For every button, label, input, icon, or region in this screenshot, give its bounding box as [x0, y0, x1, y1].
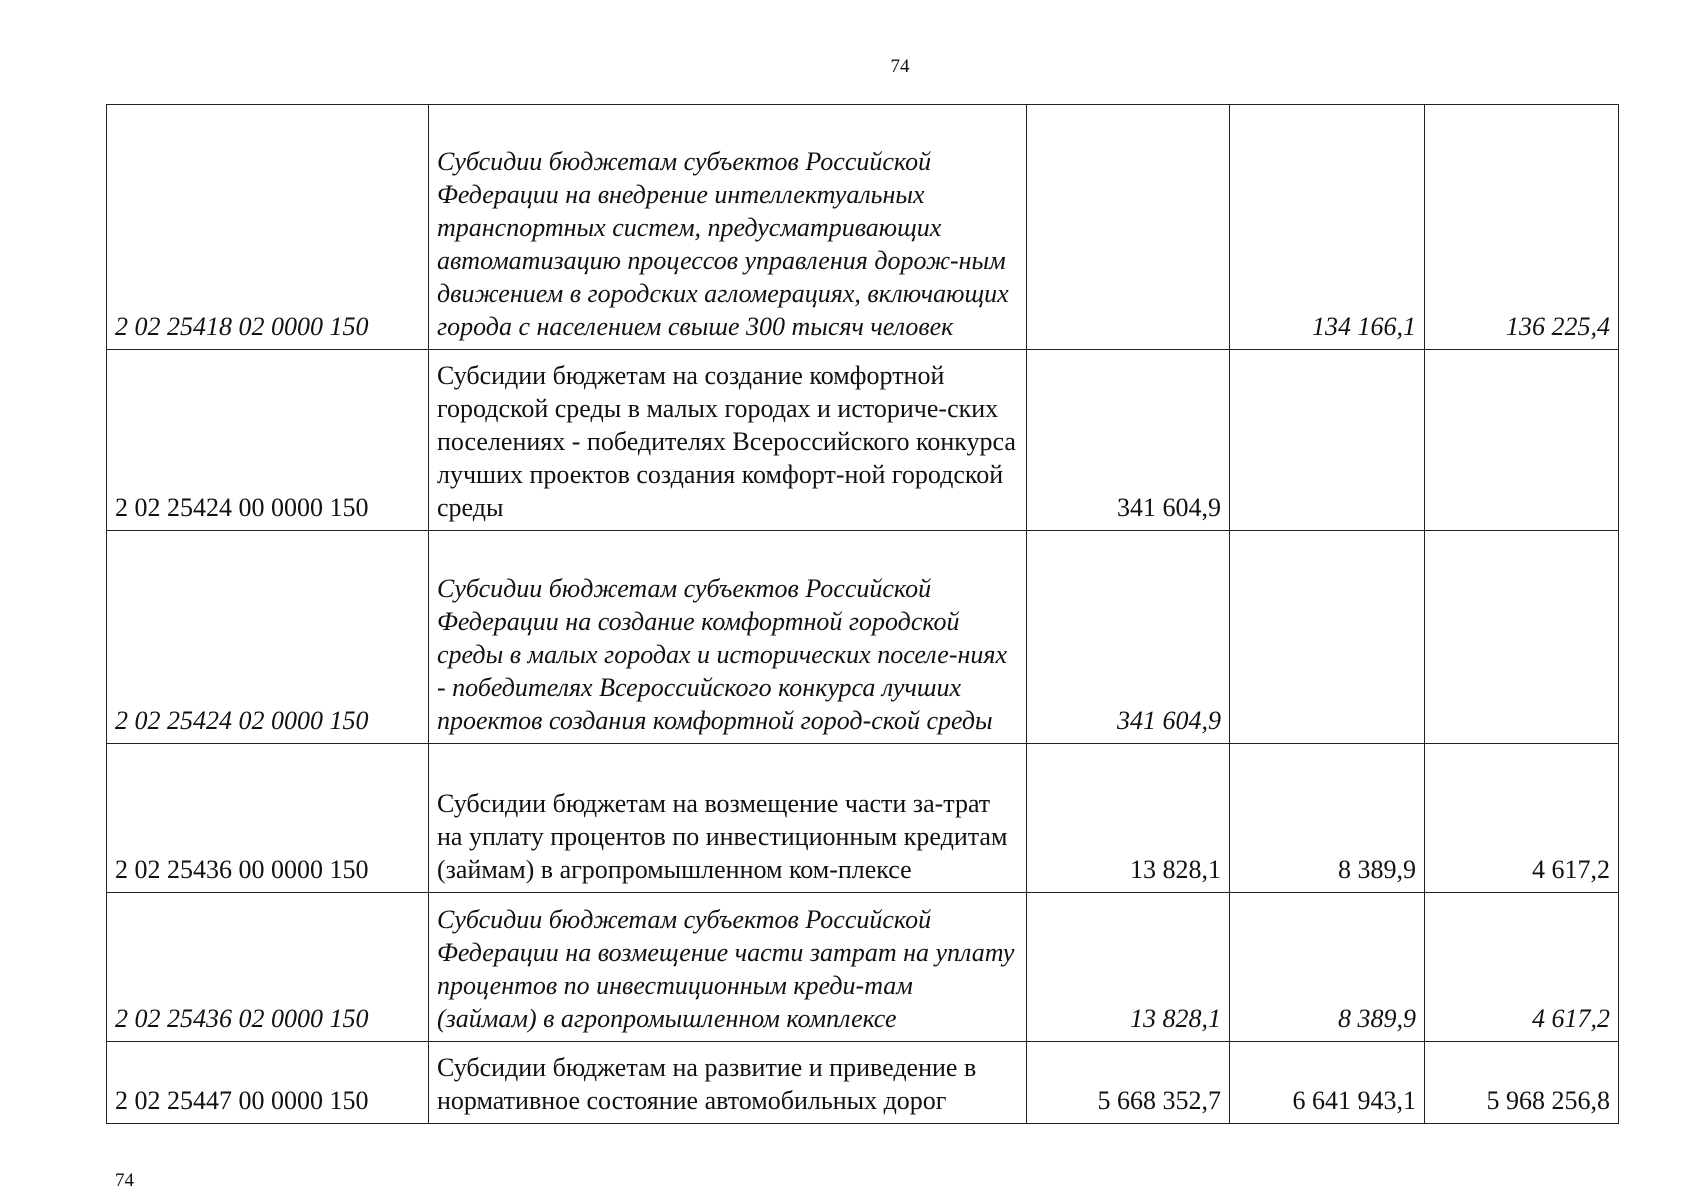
- value-cell-3: 5 968 256,8: [1425, 1042, 1619, 1124]
- description-cell: Субсидии бюджетам субъектов Российской Федерации на возмещение части затрат на уплату процентов по инвестиционным креди-там (займам) в агропромышленном комплексе: [429, 893, 1027, 1042]
- value-cell-1: 341 604,9: [1027, 350, 1230, 531]
- value-cell-1: 13 828,1: [1027, 744, 1230, 893]
- page-number-top: 74: [890, 56, 910, 77]
- value-cell-1: [1027, 105, 1230, 350]
- value-cell-2: [1230, 531, 1425, 744]
- description-cell: Субсидии бюджетам на возмещение части за-трат на уплату процентов по инвестиционным кредитам (займам) в агропромышленном ком-плексе: [429, 744, 1027, 893]
- budget-code-cell: 2 02 25424 02 0000 150: [107, 531, 429, 744]
- description-cell: Субсидии бюджетам субъектов Российской Федерации на внедрение интеллектуальных транспортных систем, предусматривающих автоматизацию процессов управления дорож-ным движением в городских агломерациях, включающих города с населением свыше 300 тысяч человек: [429, 105, 1027, 350]
- budget-table: [106, 104, 1619, 1124]
- value-cell-1: 13 828,1: [1027, 893, 1230, 1042]
- table-row: [107, 744, 1619, 893]
- table-row: [107, 1042, 1619, 1124]
- description-cell: Субсидии бюджетам субъектов Российской Федерации на создание комфортной городской среды в малых городах и исторических поселе-ниях - победителях Всероссийского конкурса лучших проектов создания комфортной город-ской среды: [429, 531, 1027, 744]
- value-cell-2: 6 641 943,1: [1230, 1042, 1425, 1124]
- description-cell: Субсидии бюджетам на развитие и приведение в нормативное состояние автомобильных дорог: [429, 1042, 1027, 1124]
- value-cell-1: 341 604,9: [1027, 531, 1230, 744]
- value-cell-3: 136 225,4: [1425, 105, 1619, 350]
- value-cell-3: 4 617,2: [1425, 744, 1619, 893]
- budget-code-cell: 2 02 25436 00 0000 150: [107, 744, 429, 893]
- budget-code-cell: 2 02 25418 02 0000 150: [107, 105, 429, 350]
- value-cell-3: [1425, 531, 1619, 744]
- budget-code-cell: 2 02 25424 00 0000 150: [107, 350, 429, 531]
- table-row: [107, 893, 1619, 1042]
- value-cell-2: 8 389,9: [1230, 893, 1425, 1042]
- value-cell-2: 134 166,1: [1230, 105, 1425, 350]
- value-cell-3: [1425, 350, 1619, 531]
- budget-code-cell: 2 02 25447 00 0000 150: [107, 1042, 429, 1124]
- value-cell-2: [1230, 350, 1425, 531]
- budget-table-body: [107, 105, 1619, 1124]
- value-cell-3: 4 617,2: [1425, 893, 1619, 1042]
- page-number-bottom: 74: [115, 1170, 134, 1191]
- table-row: [107, 531, 1619, 744]
- table-row: [107, 105, 1619, 350]
- description-cell: Субсидии бюджетам на создание комфортной городской среды в малых городах и историче-ских поселениях - победителях Всероссийского конкурса лучших проектов создания комфорт-ной городской среды: [429, 350, 1027, 531]
- table-row: [107, 350, 1619, 531]
- value-cell-2: 8 389,9: [1230, 744, 1425, 893]
- budget-code-cell: 2 02 25436 02 0000 150: [107, 893, 429, 1042]
- value-cell-1: 5 668 352,7: [1027, 1042, 1230, 1124]
